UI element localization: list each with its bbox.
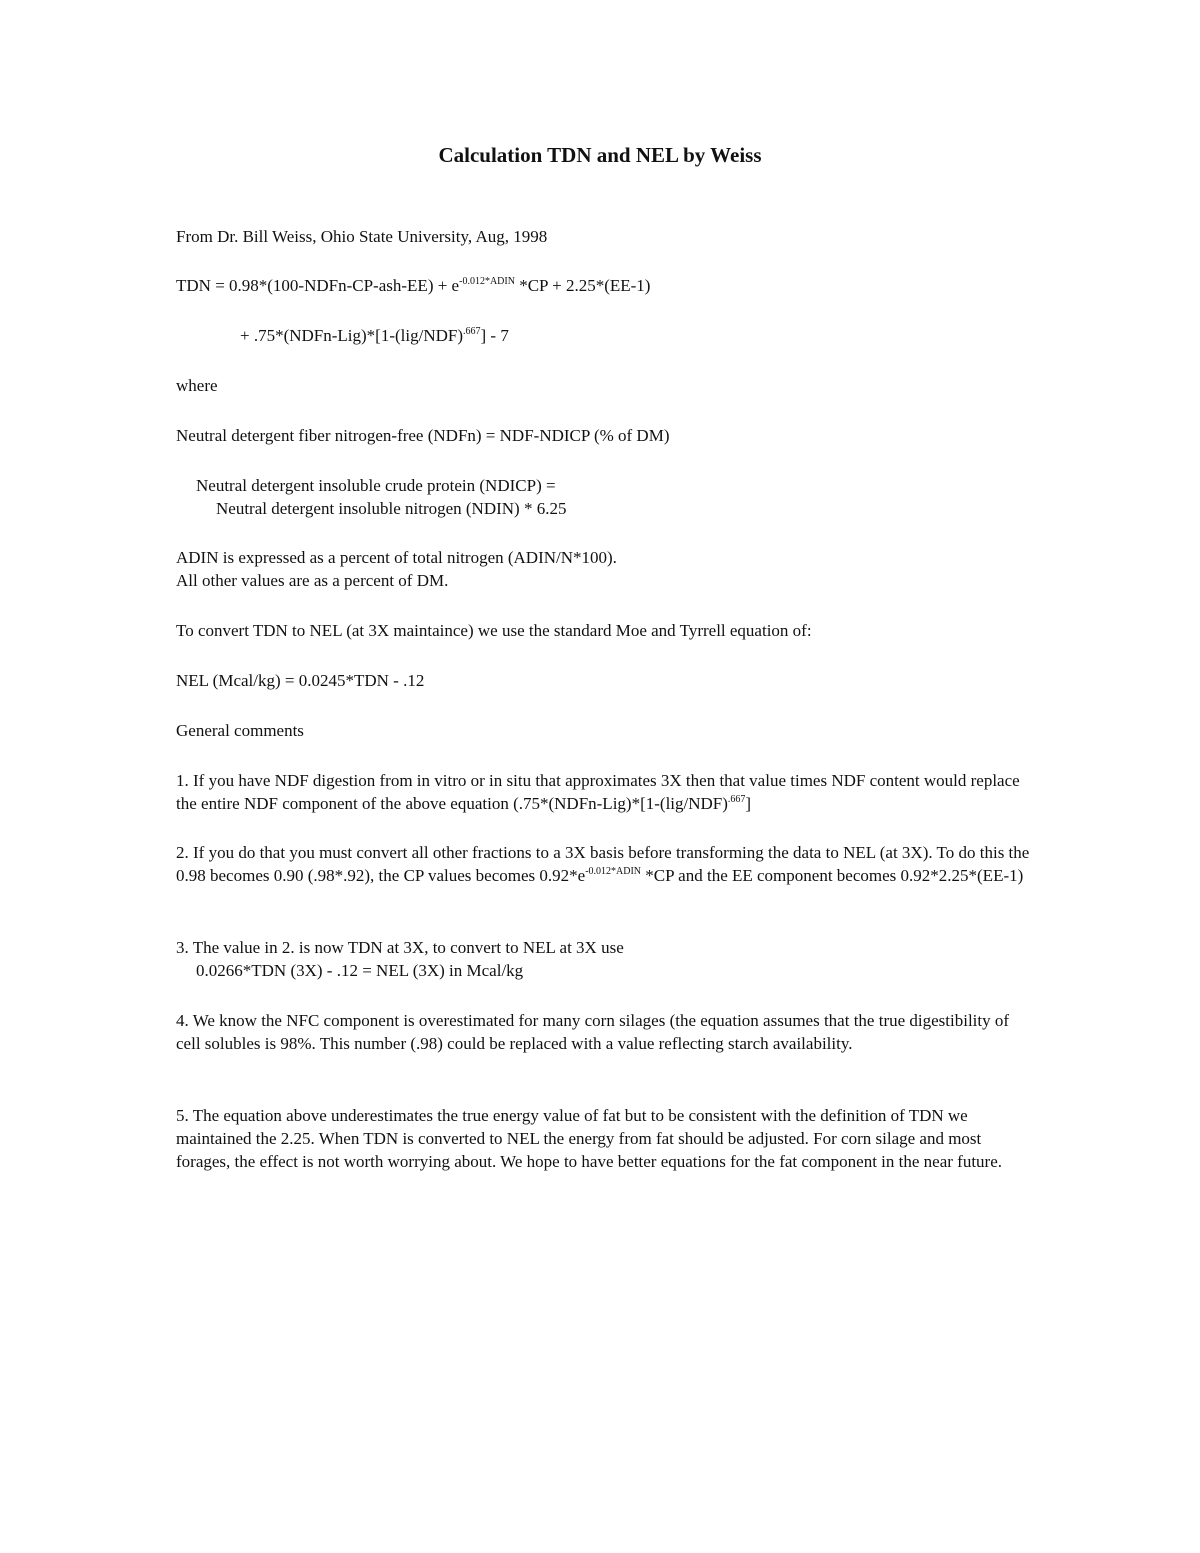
comment-3-line-1: 3. The value in 2. is now TDN at 3X, to convert to NEL at 3X use [176, 938, 624, 957]
tdn-eq2-exponent: .667 [463, 326, 481, 337]
tdn-equation-line-1 [176, 274, 650, 297]
tdn-equation-line-2 [240, 324, 509, 347]
comment-4 [176, 1009, 1036, 1055]
page-title: Calculation TDN and NEL by Weiss [438, 143, 762, 167]
tdn-eq-part2: *CP + 2.25*(EE-1) [514, 276, 651, 295]
tdn-eq2-part1: + .75*(NDFn-Lig)*[1-(lig/NDF) [240, 326, 464, 345]
comment-1 [176, 769, 1036, 815]
source-line: From Dr. Bill Weiss, Ohio State University, Aug, 1998 [176, 227, 548, 246]
tdn-eq-part1: TDN = 0.98*(100-NDFn-CP-ash-EE) + e [176, 276, 460, 295]
comment-1-end: ] [745, 794, 752, 813]
ndicp-definition-2: Neutral detergent insoluble nitrogen (NDIN) * 6.25 [216, 499, 567, 518]
adin-note-2: All other values are as a percent of DM. [176, 571, 449, 590]
where-label: where [176, 376, 218, 395]
comment-1-exponent: .667 [727, 794, 746, 805]
comment-2 [176, 841, 1036, 887]
comment-3-line-2: 0.0266*TDN (3X) - .12 = NEL (3X) in Mcal/kg [196, 961, 524, 980]
comment-2-exponent: -0.012*ADIN [585, 866, 642, 877]
tdn-eq2-part2: ] - 7 [480, 326, 509, 345]
comment-1-text: 1. If you have NDF digestion from in vitro or in situ that approximates 3X then that value times NDF content would replace the entire NDF component of the above equation (.75*(NDFn-Lig)*[1-(lig/NDF) [176, 771, 1020, 813]
ndicp-definition-1: Neutral detergent insoluble crude protein (NDICP) = [196, 476, 556, 495]
comment-5 [176, 1104, 1036, 1173]
tdn-eq-exponent: -0.012*ADIN [459, 276, 515, 287]
ndfn-definition: Neutral detergent fiber nitrogen-free (NDFn) = NDF-NDICP (% of DM) [176, 426, 670, 445]
comment-2-end: *CP and the EE component becomes 0.92*2.25*(EE-1) [641, 866, 1024, 885]
comment-2-text: 2. If you do that you must convert all other fractions to a 3X basis before transforming the data to NEL (at 3X). To do this the 0.98 becomes 0.90 (.98*.92), the CP values becomes 0.92*e [176, 843, 1030, 885]
general-comments-heading: General comments [176, 721, 304, 740]
nel-equation: NEL (Mcal/kg) = 0.0245*TDN - .12 [176, 671, 425, 690]
convert-intro: To convert TDN to NEL (at 3X maintaince) we use the standard Moe and Tyrrell equation of: [176, 621, 812, 640]
comment-5-text: 5. The equation above underestimates the true energy value of fat but to be consistent with the definition of TDN we maintained the 2.25. When TDN is converted to NEL the energy from fat should be adjusted. For corn silage and most forages, the effect is not worth worrying about. We hope to have better equations for the fat component in the near future. [176, 1106, 1003, 1171]
adin-note-1: ADIN is expressed as a percent of total nitrogen (ADIN/N*100). [176, 548, 617, 567]
comment-4-text: 4. We know the NFC component is overestimated for many corn silages (the equation assumes that the true digestibility of cell solubles is 98%. This number (.98) could be replaced with a value reflecting starch availability. [176, 1011, 1010, 1053]
